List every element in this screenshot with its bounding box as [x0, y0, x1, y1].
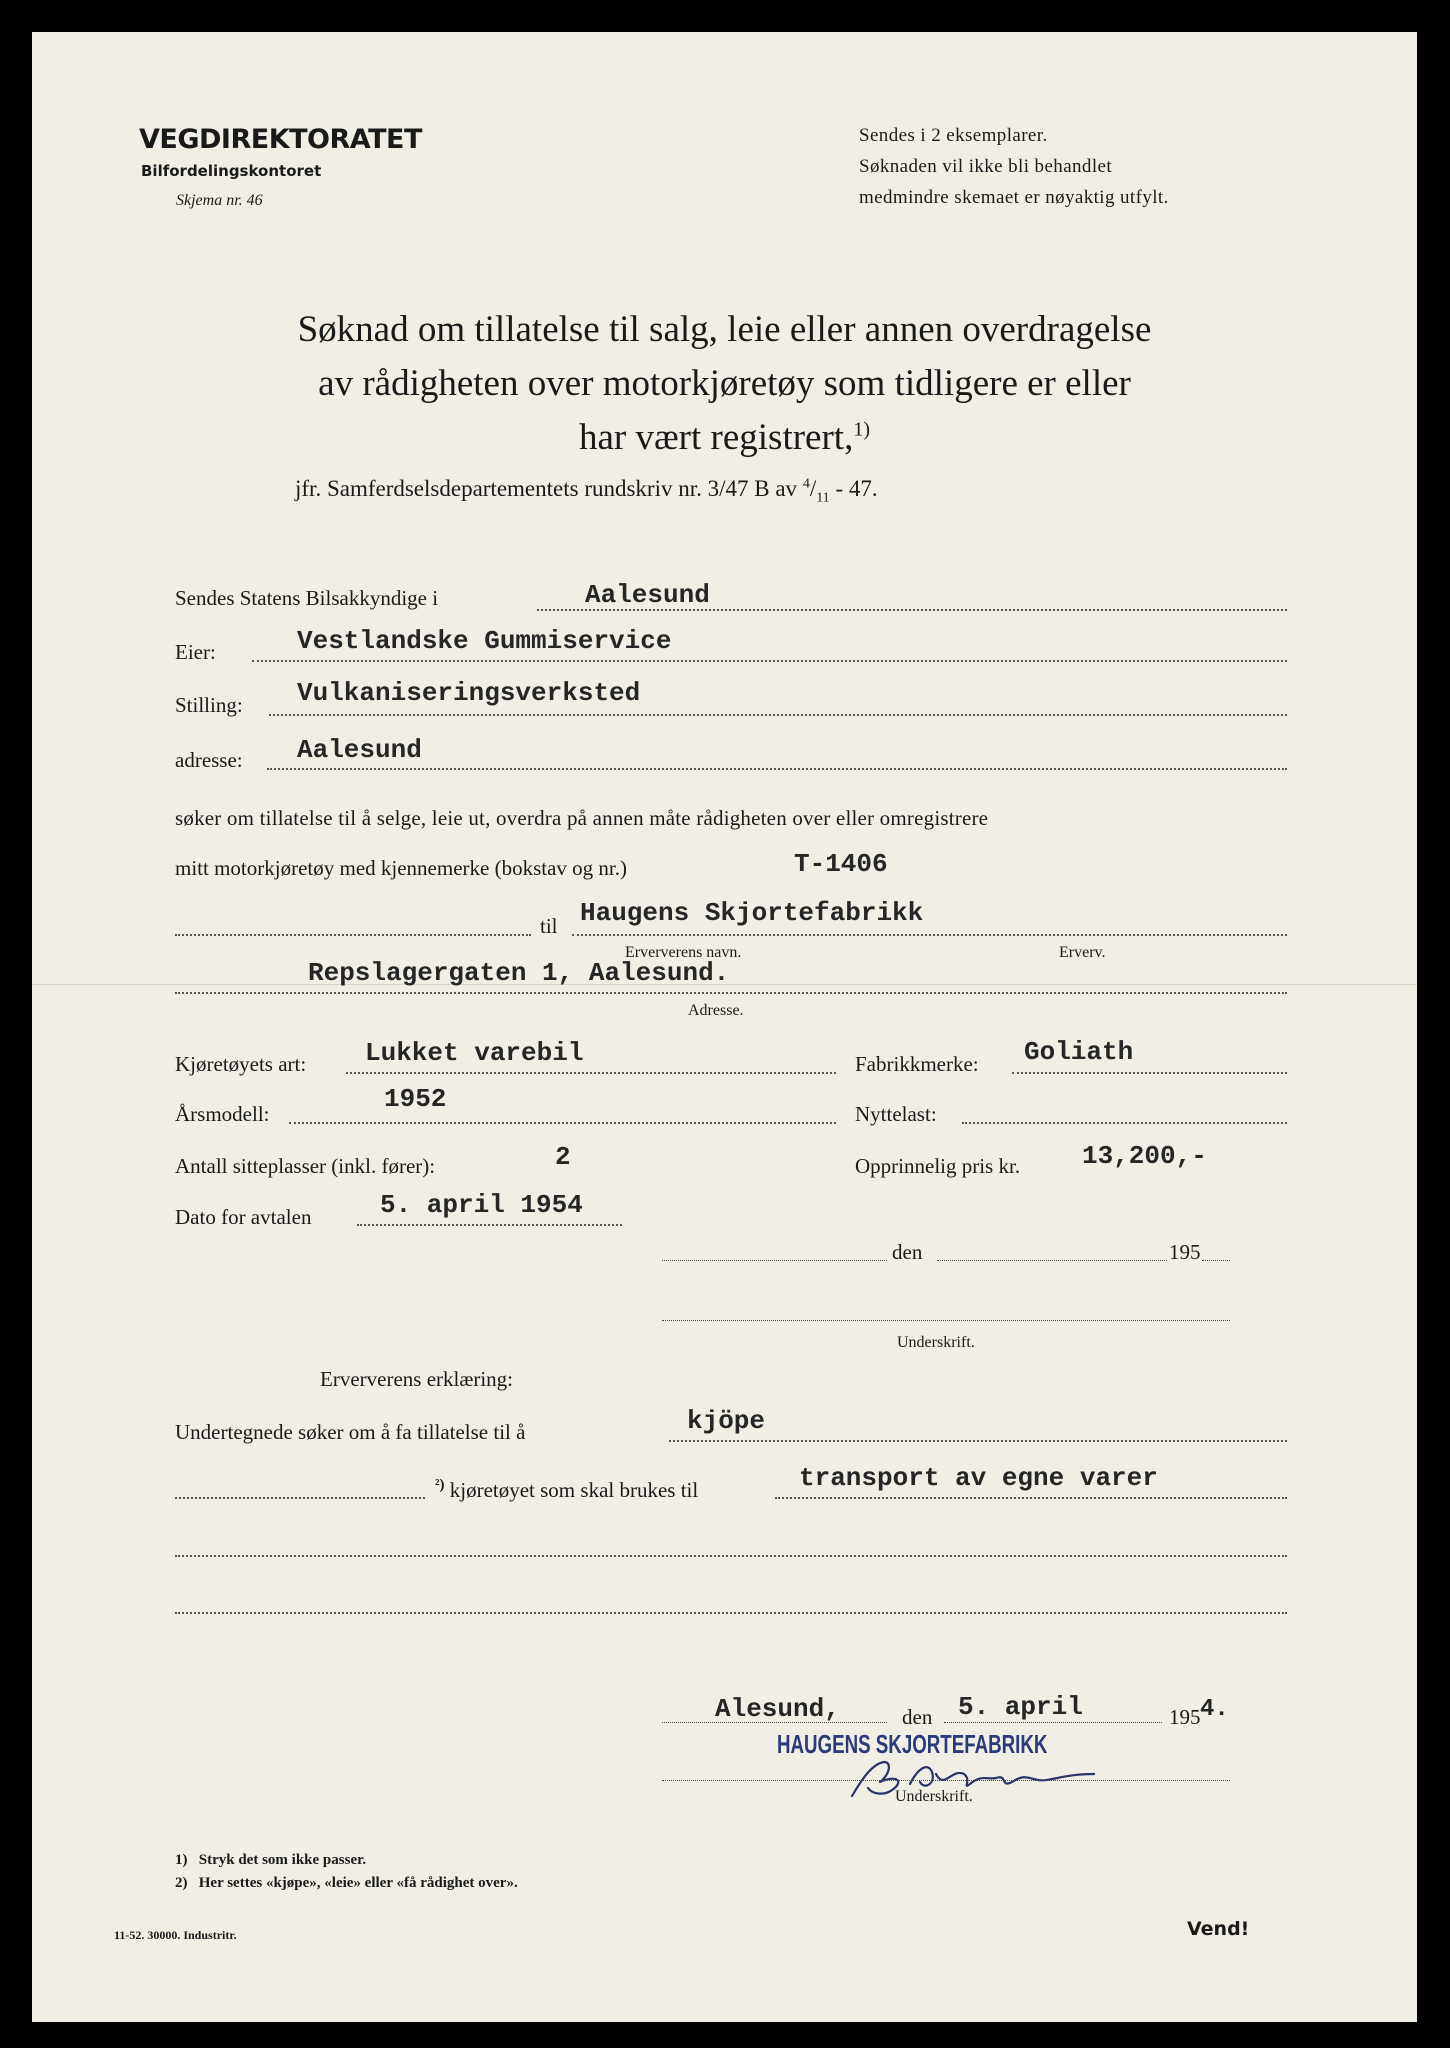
form-sheet [32, 32, 1417, 2022]
footnote-2: 2) Her settes «kjøpe», «leie» eller «få rådighet over». [175, 1875, 518, 1891]
position-line [269, 714, 1287, 716]
turn-over-note: Vend! [1187, 1918, 1250, 1940]
declaration-line4 [175, 1612, 1287, 1614]
declaration-den-label: den [902, 1705, 933, 1729]
owner-year-line [1202, 1260, 1230, 1261]
declaration-year-prefix: 195 [1169, 1705, 1201, 1729]
payload-line [962, 1122, 1287, 1124]
instruction-line-3: medmindre skemaet er nøyaktig utfylt. [859, 187, 1169, 208]
office-name: Bilfordelingskontoret [141, 162, 322, 180]
vehicle-type-label: Kjøretøyets art: [175, 1052, 307, 1076]
agreement-date-label: Dato for avtalen [175, 1205, 312, 1229]
declaration-year-value[interactable]: 4. [1200, 1696, 1229, 1723]
address-value[interactable]: Aalesund [297, 735, 422, 765]
declaration-line3 [175, 1555, 1287, 1557]
declaration-place-value[interactable]: Alesund, [715, 1694, 840, 1724]
declaration-signature-caption: Underskrift. [895, 1788, 973, 1805]
acquirer-occupation-caption: Erverv. [1059, 944, 1106, 961]
position-label: Stilling: [175, 693, 243, 717]
acquirer-address-value[interactable]: Repslagergaten 1, Aalesund. [308, 958, 730, 988]
declaration-place-line [662, 1722, 887, 1723]
declaration-footnote-mark: ²) [435, 1477, 445, 1493]
owner-place-line [662, 1260, 887, 1261]
acquirer-address-caption: Adresse. [688, 1002, 744, 1019]
print-info: 11-52. 30000. Industritr. [114, 1928, 237, 1942]
owner-value[interactable]: Vestlandske Gummiservice [297, 626, 672, 656]
seats-label: Antall sitteplasser (inkl. fører): [175, 1154, 436, 1178]
acquirer-name-value[interactable]: Haugens Skjortefabrikk [580, 898, 924, 928]
year-line [289, 1122, 836, 1124]
position-value[interactable]: Vulkaniseringsverksted [297, 678, 641, 708]
seats-value[interactable]: 2 [555, 1142, 571, 1172]
company-stamp: HAUGENS SKJORTEFABRIKK [777, 1729, 1048, 1759]
instruction-line-1: Sendes i 2 eksemplarer. [859, 125, 1048, 146]
reference-line: jfr. Samferdselsdepartementets rundskriv nr. 3/47 B av $^4/_{11} - 47$. [295, 476, 878, 506]
title-line-2: av rådigheten over motorkjøretøy som tidligere er eller [318, 363, 1131, 404]
vehicle-type-line [346, 1072, 836, 1074]
owner-signature-caption: Underskrift. [897, 1334, 975, 1351]
price-value[interactable]: 13,200,- [1082, 1141, 1207, 1171]
owner-line [252, 660, 1287, 662]
acquirer-name-caption: Erververens navn. [625, 944, 742, 961]
declaration-date-line [944, 1722, 1162, 1723]
agency-name: VEGDIREKTORATET [139, 124, 422, 155]
make-label: Fabrikkmerke: [855, 1052, 979, 1076]
plate-value[interactable]: T-1406 [794, 849, 888, 879]
request-text: søker om tillatelse til å selge, leie ut, overdra på annen måte rådigheten over eller omregistrere [175, 806, 989, 830]
send-to-value[interactable]: Aalesund [585, 580, 710, 610]
title-line-1: Søknad om tillatelse til salg, leie eller annen overdragelse [297, 309, 1152, 350]
declaration-line2-label: $^{^2)}$ kjøretøyet som skal brukes til [435, 1477, 699, 1502]
agreement-date-value[interactable]: 5. april 1954 [380, 1190, 583, 1220]
declaration-line2-line [775, 1497, 1287, 1499]
acquirer-name-line [572, 934, 1287, 936]
declaration-line1-line [669, 1440, 1287, 1442]
declaration-line1-value[interactable]: kjöpe [687, 1406, 766, 1436]
declaration-heading: Erververens erklæring: [320, 1367, 514, 1391]
year-value[interactable]: 1952 [384, 1084, 447, 1114]
make-value[interactable]: Goliath [1024, 1037, 1134, 1067]
declaration-line1-label: Undertegnede søker om å fa tillatelse til å [175, 1420, 526, 1444]
declaration-date-value[interactable]: 5. april [958, 1692, 1083, 1722]
owner-year-prefix: 195 [1169, 1240, 1201, 1264]
form-number: Skjema nr. 46 [176, 192, 263, 209]
owner-label: Eier: [175, 640, 216, 664]
declaration-line2-lead [175, 1497, 425, 1499]
acquirer-address-line [175, 992, 1287, 994]
year-label: Årsmodell: [175, 1102, 270, 1126]
owner-signature-line[interactable] [662, 1320, 1230, 1321]
address-label: adresse: [175, 748, 243, 772]
declaration-signature-line[interactable] [662, 1780, 1230, 1781]
to-label: til [540, 914, 558, 938]
price-label: Opprinnelig pris kr. [855, 1154, 1021, 1178]
plate-label: mitt motorkjøretøy med kjennemerke (bokstav og nr.) [175, 856, 627, 880]
owner-date-line [937, 1260, 1167, 1261]
declaration-line2-value[interactable]: transport av egne varer [799, 1463, 1158, 1493]
footnote-1: 1) Stryk det som ikke passer. [175, 1852, 367, 1868]
instruction-line-2: Søknaden vil ikke bli behandlet [859, 156, 1113, 177]
title-footnote-mark: 1) [853, 418, 870, 441]
handwritten-signature-icon [832, 1744, 1122, 1804]
owner-den-label: den [892, 1240, 923, 1264]
vehicle-type-value[interactable]: Lukket varebil [365, 1038, 584, 1068]
agreement-date-line [357, 1224, 622, 1226]
payload-label: Nyttelast: [855, 1102, 937, 1126]
acquirer-lead-line [175, 934, 531, 936]
make-line [1012, 1072, 1287, 1074]
send-to-label: Sendes Statens Bilsakkyndige i [175, 586, 439, 610]
address-line [267, 768, 1287, 770]
title-line-3: har vært registrert,$^{1)}$ [579, 417, 870, 458]
